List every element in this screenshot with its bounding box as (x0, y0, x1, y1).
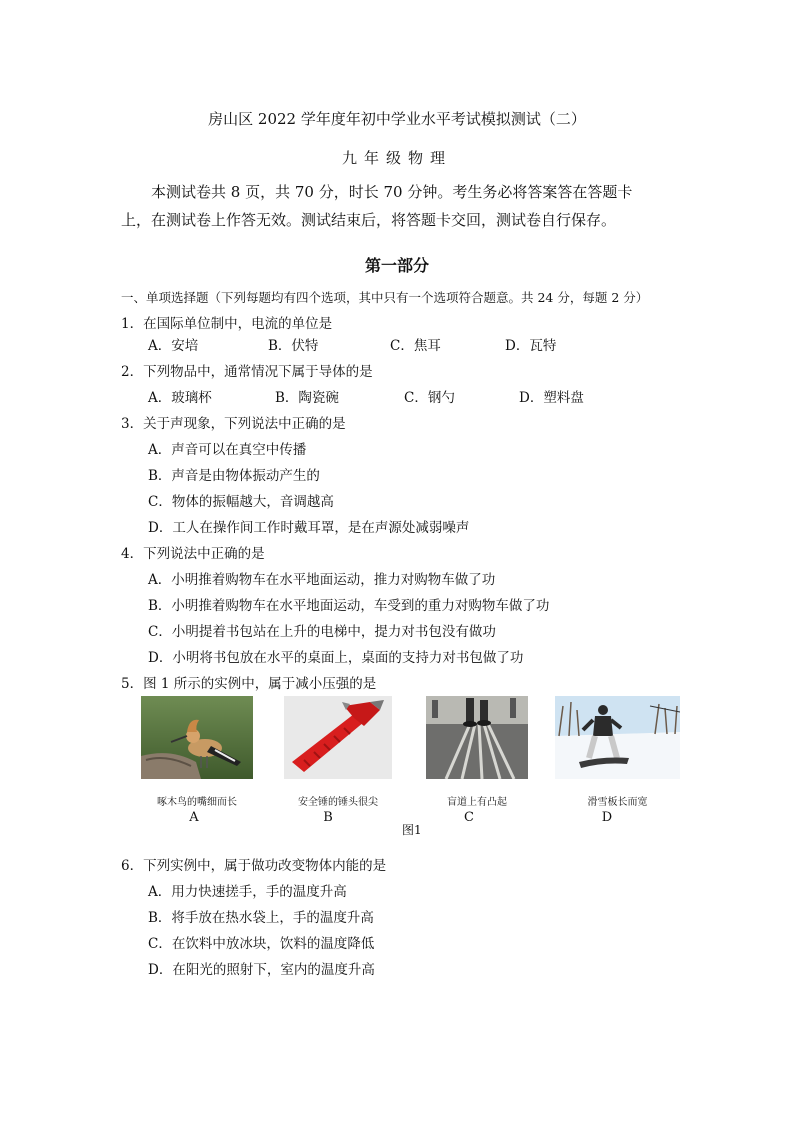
question-6: 6．下列实例中，属于做功改变物体内能的是 (121, 858, 387, 874)
q4-option-c: C．小明提着书包站在上升的电梯中，提力对书包没有做功 (148, 624, 496, 640)
q6-option-b: B．将手放在热水袋上，手的温度升高 (148, 910, 374, 926)
tactile-paving-illustration (426, 696, 528, 779)
question-2: 2．下列物品中，通常情况下属于导体的是 (121, 364, 373, 380)
figure-a-bird-image (141, 696, 253, 779)
figure-d-letter: D (601, 810, 613, 825)
question-4: 4．下列说法中正确的是 (121, 546, 265, 562)
q6-option-c: C．在饮料中放冰块，饮料的温度降低 (148, 936, 375, 952)
intro-line-2: 上，在测试卷上作答无效。测试结束后，将答题卡交回，测试卷自行保存。 (121, 211, 617, 229)
figure-b-caption: 安全锤的锤头很尖 (298, 797, 378, 808)
bird-illustration (141, 696, 253, 779)
q3-option-a: A．声音可以在真空中传播 (148, 442, 307, 458)
figure-d-snowboard-image (555, 696, 680, 779)
intro-paragraph (121, 178, 681, 234)
q1-option-a: A．安培 (148, 338, 199, 354)
q3-option-d: D．工人在操作间工作时戴耳罩，是在声源处减弱噪声 (148, 520, 470, 536)
q2-option-a: A．玻璃杯 (148, 390, 212, 406)
snowboard-illustration (555, 696, 680, 779)
q3-option-c: C．物体的振幅越大，音调越高 (148, 494, 334, 510)
figure-d-caption: 滑雪板长而宽 (587, 797, 648, 808)
figure-b-hammer-image (284, 696, 392, 779)
figure-b-letter: B (323, 810, 333, 825)
question-3: 3．关于声现象，下列说法中正确的是 (121, 416, 346, 432)
q2-option-b: B．陶瓷碗 (275, 390, 339, 406)
exam-subtitle: 九年级物理 (341, 149, 452, 167)
figure-a-letter: A (189, 810, 199, 825)
question-5: 5．图 1 所示的实例中，属于减小压强的是 (121, 676, 377, 692)
q6-option-d: D．在阳光的照射下，室内的温度升高 (148, 962, 375, 978)
question-1: 1．在国际单位制中，电流的单位是 (121, 316, 333, 332)
q1-option-c: C．焦耳 (390, 338, 441, 354)
figure-1-label: 图1 (402, 823, 422, 837)
figure-c-tactile-paving-image (426, 696, 528, 779)
intro-line-1: 本测试卷共 8 页，共 70 分，时长 70 分钟。考生务必将答案答在答题卡 (151, 183, 633, 201)
q1-option-d: D．瓦特 (505, 338, 557, 354)
part-title: 第一部分 (364, 256, 429, 275)
q2-option-d: D．塑料盘 (519, 390, 584, 406)
figure-c-letter: C (464, 810, 474, 825)
q2-option-c: C．钢勺 (404, 390, 455, 406)
hammer-illustration (284, 696, 392, 779)
q1-option-b: B．伏特 (268, 338, 319, 354)
figure-c-caption: 盲道上有凸起 (447, 797, 507, 808)
exam-title: 房山区 2022 学年度年初中学业水平考试模拟测试（二） (208, 110, 586, 128)
q4-option-b: B．小明推着购物车在水平地面运动，车受到的重力对购物车做了功 (148, 598, 550, 614)
q4-option-d: D．小明将书包放在水平的桌面上，桌面的支持力对书包做了功 (148, 650, 524, 666)
q3-option-b: B．声音是由物体振动产生的 (148, 468, 320, 484)
q6-option-a: A．用力快速搓手，手的温度升高 (148, 884, 347, 900)
q4-option-a: A．小明推着购物车在水平地面运动，推力对购物车做了功 (148, 572, 496, 588)
section-title: 一、单项选择题（下列每题均有四个选项，其中只有一个选项符合题意。共 24 分，每题 2 分） (121, 290, 649, 305)
figure-a-caption: 啄木鸟的嘴细而长 (157, 797, 237, 808)
